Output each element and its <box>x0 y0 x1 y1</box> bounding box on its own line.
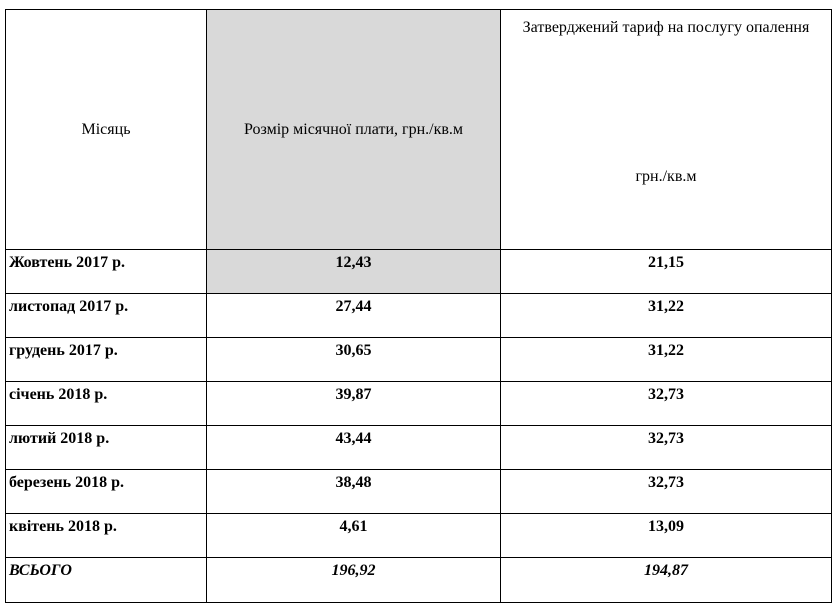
month-cell: березень 2018 р. <box>6 470 207 514</box>
month-cell: грудень 2017 р. <box>6 338 207 382</box>
payment-cell: 39,87 <box>207 382 501 426</box>
payment-cell: 38,48 <box>207 470 501 514</box>
total-label: ВСЬОГО <box>6 558 207 603</box>
payment-cell: 27,44 <box>207 294 501 338</box>
table-row <box>6 338 832 382</box>
month-cell: лютий 2018 р. <box>6 426 207 470</box>
payment-cell: 12,43 <box>207 250 501 294</box>
tariff-cell: 21,15 <box>501 250 832 294</box>
header-month: Місяць <box>6 10 207 250</box>
payment-cell: 4,61 <box>207 514 501 558</box>
header-row <box>6 10 832 250</box>
table-row <box>6 470 832 514</box>
total-tariff: 194,87 <box>501 558 832 603</box>
total-payment: 196,92 <box>207 558 501 603</box>
tariff-cell: 31,22 <box>501 294 832 338</box>
header-payment-size: Розмір місячної плати, грн./кв.м <box>207 10 501 250</box>
total-row <box>6 558 832 603</box>
month-cell: Жовтень 2017 р. <box>6 250 207 294</box>
table-row <box>6 382 832 426</box>
month-cell: листопад 2017 р. <box>6 294 207 338</box>
payment-cell: 43,44 <box>207 426 501 470</box>
tariff-cell: 32,73 <box>501 382 832 426</box>
tariff-cell: 13,09 <box>501 514 832 558</box>
table-row <box>6 294 832 338</box>
payment-table <box>5 9 832 603</box>
payment-cell: 30,65 <box>207 338 501 382</box>
table-row <box>6 250 832 294</box>
table-row <box>6 514 832 558</box>
tariff-cell: 32,73 <box>501 470 832 514</box>
tariff-cell: 32,73 <box>501 426 832 470</box>
header-tariff <box>501 10 832 250</box>
table-row <box>6 426 832 470</box>
header-tariff-title: Затверджений тариф на послугу опалення <box>522 19 810 36</box>
month-cell: січень 2018 р. <box>6 382 207 426</box>
header-tariff-unit: грн./кв.м <box>635 168 697 185</box>
tariff-cell: 31,22 <box>501 338 832 382</box>
month-cell: квітень 2018 р. <box>6 514 207 558</box>
